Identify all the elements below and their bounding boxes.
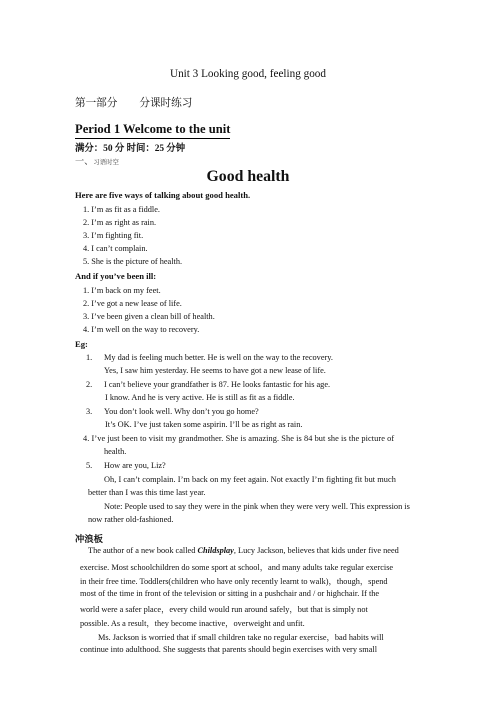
eg-number: 3. [86,407,93,416]
paragraph-line: Ms. Jackson is worried that if small children take no regular exercise，bad habits will [98,633,384,642]
eg-answer: Oh, I can’t complain. I’m back on my feet again. Not exactly I’m fighting fit but much [104,475,396,484]
eg-question: You don’t look well. Why don’t you go home? [104,407,259,416]
eg-answer: It’s OK. I’ve just taken some aspirin. I’ll be as right as rain. [105,420,303,429]
list-item: 2. I’ve got a new lease of life. [83,299,182,308]
list-item: 2. I’m as right as rain. [83,218,157,227]
eg-number: 2. [86,380,93,389]
list-item: 5. She is the picture of health. [83,257,183,266]
section-heading [75,153,119,167]
part-label: 第一部分 [75,98,118,109]
list-item: 1. I’m back on my feet. [83,286,161,295]
eg-label: Eg: [75,339,88,349]
part-heading [75,95,192,110]
note-line: now rather old-fashioned. [88,515,174,524]
ill-header: And if you’ve been ill: [75,271,157,281]
note-line: Note: People used to say they were in the pink when they were very well. This expression is [104,502,410,511]
unit-title: Unit 3 Looking good, feeling good [170,68,326,80]
book-title: Childsplay [197,546,234,555]
paragraph-line: in their free time. Toddlers(children who have only recently learnt to walk)，though，spend [80,577,388,586]
eg-number: 5. [86,461,93,470]
eg-answer: I know. And he is very active. He is still as fit as a fiddle. [105,393,295,402]
section-chong-label: 冲浪板 [75,535,103,545]
paragraph-line: exercise. Most schoolchildren do some sport at school，and many adults take regular exercise [80,563,394,572]
eg-question: I can’t believe your grandfather is 87. He looks fantastic for his age. [104,380,331,389]
eg-question: My dad is feeling much better. He is well on the way to the recovery. [104,353,333,362]
list-item: 3. I’m fighting fit. [83,231,144,240]
part-value: 分课时练习 [139,98,193,109]
paragraph-line: continue into adulthood. She suggests that parents should begin exercises with very small [80,645,378,654]
paragraph-line: most of the time in front of the television or sitting in a pushchair and / or highchair. If the [80,589,380,598]
eg-question: How are you, Liz? [104,461,166,470]
score-time-meta: 满分：50 分 时间：25 分钟 [75,144,186,154]
eg-answer-cont: better than I was this time last year. [88,488,206,497]
section-subtitle: 习语时空 [93,159,119,166]
period-title: Period 1 Welcome to the unit [75,122,230,139]
main-title: Good health [206,168,290,185]
eg-item-4: 4. I’ve just been to visit my grandmother. She is amazing. She is 84 but she is the picture of [83,434,395,443]
paragraph-line [88,546,399,555]
eg-item-4-cont: health. [104,447,127,456]
paragraph-line: world were a safer place，every child would run around safely，but that is simply not [80,605,368,614]
list-item: 4. I’m well on the way to recovery. [83,325,200,334]
list-item: 1. I’m as fit as a fiddle. [83,205,160,214]
paragraph-line: possible. As a result，they become inactive，overweight and unfit. [80,619,305,628]
list-item: 3. I’ve been given a clean bill of health. [83,312,215,321]
list-item: 4. I can’t complain. [83,244,148,253]
ways-header: Here are five ways of talking about good health. [75,190,251,200]
para-line-1: The author of a new book called Childsplay, Lucy Jackson, believes that kids under five need [88,546,399,555]
eg-number: 1. [86,353,93,362]
eg-answer: Yes, I saw him yesterday. He seems to have got a new lease of life. [104,366,326,375]
section-label: 一、 [75,156,94,166]
